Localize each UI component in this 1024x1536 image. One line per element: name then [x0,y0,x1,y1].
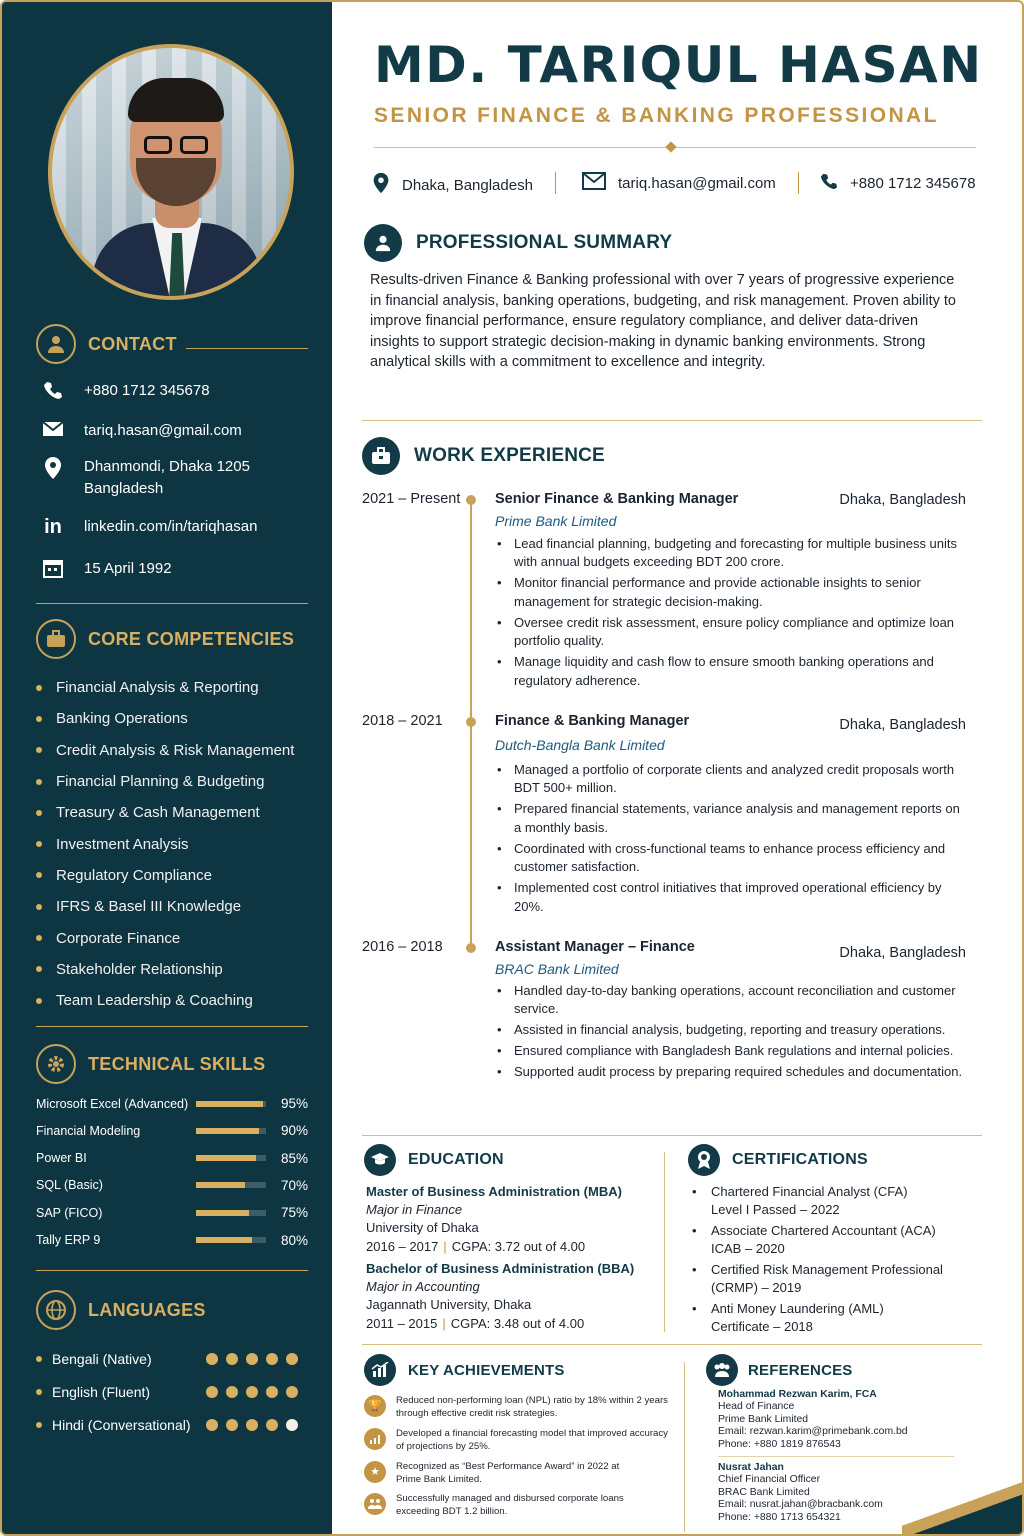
degree-name: Master of Business Administration (MBA) [366,1184,622,1199]
header-location [372,172,533,199]
language-rating [206,1419,298,1431]
rating-dot [286,1353,298,1365]
reference-email[interactable]: Email: rezwan.karim@primebank.com.bd [718,1426,908,1438]
contact-linkedin-text: linkedin.com/in/tariqhasan [84,518,258,535]
summary-heading: PROFESSIONAL SUMMARY [416,232,673,253]
candidate-name: MD. TARIQUL HASAN [374,36,983,94]
experience-section-title [362,437,605,475]
skill-name: Tally ERP 9 [36,1233,101,1247]
skill-name: Power BI [36,1151,87,1166]
skill-bar [196,1155,266,1161]
language-row [36,1351,298,1367]
rating-dot [246,1353,258,1365]
timeline-dot [466,495,476,505]
language-name: Bengali (Native) [52,1351,152,1367]
competency-item: IFRS & Basel III Knowledge [36,891,294,922]
job-bullet: • Manage liquidity and cash flow to ensure smooth banking operations and regulatory adherence. [495,653,965,690]
achievements-section-title [364,1354,565,1386]
job-bullet: • Ensured compliance with Bangladesh Bank regulations and internal policies. [495,1042,965,1060]
job-location: Dhaka, Bangladesh [839,492,966,508]
rating-dot [246,1419,258,1431]
reference-phone[interactable]: Phone: +880 1819 876543 [718,1438,841,1450]
education-section-title [364,1144,504,1176]
reference-email[interactable]: Email: nusrat.jahan@bracbank.com [718,1499,883,1511]
timeline-dot [466,943,476,953]
job-company: BRAC Bank Limited [495,961,619,977]
rating-dot [206,1419,218,1431]
bar-chart-icon [364,1354,396,1386]
header-email-text: tariq.hasan@gmail.com [618,175,776,192]
certification-item: • Anti Money Laundering (AML) Certificate – 2018 [692,1300,972,1336]
reference-phone[interactable]: Phone: +880 1713 654321 [718,1511,841,1523]
skill-bar-fill [196,1237,252,1243]
header-phone-text: +880 1712 345678 [850,175,976,192]
rating-dot [206,1386,218,1398]
degree-name: Bachelor of Business Administration (BBA) [366,1261,635,1276]
skill-bar [196,1210,266,1216]
certifications-heading: CERTIFICATIONS [732,1151,868,1168]
rating-dot [206,1353,218,1365]
languages-heading: LANGUAGES [88,1299,206,1320]
degree-major: Major in Accounting [366,1279,480,1295]
skill-row [36,1178,308,1193]
references-section-title [706,1354,853,1386]
contact-heading: CONTACT [88,333,177,354]
skill-percent: 80% [280,1232,308,1248]
skill-bar [196,1101,266,1107]
job-dates: 2016 – 2018 [362,939,443,955]
contact-email-text: tariq.hasan@gmail.com [84,422,242,439]
skill-bar-fill [196,1101,263,1107]
timeline-dot [466,717,476,727]
job-title: Finance & Banking Manager [495,713,690,729]
rating-dot [266,1386,278,1398]
header-email[interactable] [582,172,776,195]
contact-section-title [36,324,177,364]
competency-item: Financial Analysis & Reporting [36,672,294,703]
certification-item: • Associate Chartered Accountant (ACA) ICAB – 2020 [692,1222,972,1258]
job-dates: 2018 – 2021 [362,713,443,729]
calendar-icon [42,558,64,583]
degree-school: University of Dhaka [366,1220,479,1236]
job-bullet: • Lead financial planning, budgeting and forecasting for multiple business units with annual budgets exceeding BDT 200 crore. [495,535,965,572]
skill-bar-fill [196,1128,259,1134]
bullet-dot-icon [36,747,42,753]
skill-bar [196,1182,266,1188]
skill-bar [196,1128,266,1134]
degree-years: 2011 – 2015 [366,1315,438,1331]
job-bullet: • Handled day-to-day banking operations, account reconciliation and customer service. [495,982,965,1019]
bullet-dot-icon [36,841,42,847]
skill-percent: 75% [280,1205,308,1221]
bullet-dot-icon [36,872,42,878]
competency-item: Credit Analysis & Risk Management [36,735,294,766]
person-icon [364,224,402,262]
contact-dob [42,558,172,583]
gear-icon [36,1044,76,1084]
certification-item: • Certified Risk Management Professional (CRMP) – 2019 [692,1261,972,1297]
language-name: English (Fluent) [52,1384,151,1400]
bullet-dot-icon [36,810,42,816]
sidebar [2,2,332,1536]
bullet-dot-icon [36,1356,42,1362]
degree-school: Jagannath University, Dhaka [366,1297,532,1313]
languages-section-title [36,1290,206,1330]
briefcase-icon [36,619,76,659]
job-location: Dhaka, Bangladesh [839,717,966,733]
team-icon [364,1493,386,1515]
skill-name: SAP (FICO) [36,1205,103,1220]
language-name: Hindi (Conversational) [52,1417,191,1433]
job-location: Dhaka, Bangladesh [839,945,966,961]
rating-dot [286,1419,298,1431]
degree-cgpa: CGPA: 3.48 out of 4.00 [450,1315,585,1331]
skill-percent: 90% [280,1123,308,1139]
summary-section-title [364,224,672,262]
bullet-dot-icon [36,1389,42,1395]
reference-entry [718,1462,883,1524]
rating-dot [266,1419,278,1431]
person-icon [36,324,76,364]
award-ribbon-icon [688,1144,720,1176]
achievement-item: Developed a financial forecasting model that improved accuracy of projections by 25%. [364,1428,668,1453]
job-title: Senior Finance & Banking Manager [495,491,739,507]
reference-entry [718,1389,908,1451]
star-icon: ★ [364,1461,386,1483]
divider-diamond [665,141,676,152]
bullet-dot-icon [36,966,42,972]
education-heading: EDUCATION [408,1151,504,1168]
skill-row [36,1205,308,1220]
bullet-dot-icon [36,1422,42,1428]
location-pin-icon [372,172,390,199]
references-heading: REFERENCES [748,1361,853,1379]
reference-title: Head of Finance [718,1401,795,1413]
language-rating [206,1353,298,1365]
skill-name: Financial Modeling [36,1123,141,1138]
job-bullet: • Implemented cost control initiatives that improved operational efficiency by 20%. [495,879,965,916]
candidate-role: SENIOR FINANCE & BANKING PROFESSIONAL [374,104,939,127]
skill-row [36,1151,308,1166]
address-line-2: Bangladesh [84,480,164,497]
competency-item: Regulatory Compliance [36,860,294,891]
job-bullets [495,982,965,1084]
certifications-list [692,1183,972,1339]
contact-phone[interactable] [42,380,210,405]
skill-percent: 70% [280,1177,308,1193]
profile-photo [48,44,294,300]
competency-item: Investment Analysis [36,828,294,859]
reference-company: BRAC Bank Limited [718,1486,810,1498]
language-row [36,1384,298,1400]
skill-bar-fill [196,1210,249,1216]
contact-linkedin[interactable] [42,516,257,538]
competency-item: Financial Planning & Budgeting [36,766,294,797]
achievement-item: ★ Recognized as “Best Performance Award” in 2022 at Prime Bank Limited. [364,1461,619,1486]
skill-bar [196,1237,266,1243]
experience-heading: WORK EXPERIENCE [414,445,605,466]
job-company: Dutch-Bangla Bank Limited [495,737,665,753]
job-company: Prime Bank Limited [495,513,617,529]
contact-phone-text: +880 1712 345678 [84,382,210,399]
envelope-icon [582,172,606,195]
bullet-dot-icon [36,685,42,691]
briefcase-icon [362,437,400,475]
skill-name: Microsoft Excel (Advanced) [36,1096,189,1111]
rating-dot [246,1386,258,1398]
job-bullet: • Assisted in financial analysis, budgeting, reporting and treasury operations. [495,1021,965,1039]
phone-icon [820,172,838,195]
degree-major: Major in Finance [366,1202,463,1218]
degree-cgpa: CGPA: 3.72 out of 4.00 [451,1238,586,1254]
rating-dot [226,1419,238,1431]
skill-row [36,1123,308,1138]
graduation-cap-icon [364,1144,396,1176]
reference-name: Mohammad Rezwan Karim, FCA [718,1389,877,1400]
contact-address [42,456,250,500]
rating-dot [286,1386,298,1398]
job-bullet: • Monitor financial performance and provide actionable insights to senior management for strategic decision-making. [495,574,965,611]
achievement-item: Successfully managed and disbursed corporate loans exceeding BDT 1.2 billion. [364,1493,624,1518]
contact-dob-text: 15 April 1992 [84,560,172,577]
bullet-dot-icon [36,904,42,910]
job-dates: 2021 – Present [362,491,461,507]
job-bullets [495,535,965,693]
competencies-heading: CORE COMPETENCIES [88,628,295,649]
competency-item: Corporate Finance [36,922,294,953]
competency-item: Team Leadership & Coaching [36,985,294,1016]
skill-name: SQL (Basic) [36,1178,103,1193]
skill-row [36,1096,308,1111]
job-title: Assistant Manager – Finance [495,939,695,955]
rating-dot [266,1353,278,1365]
linkedin-icon: in [44,516,62,538]
competency-item: Stakeholder Relationship [36,954,294,985]
job-bullets [495,761,965,919]
header-location-text: Dhaka, Bangladesh [402,177,533,194]
skills-heading: TECHNICAL SKILLS [88,1053,266,1074]
bullet-dot-icon [36,935,42,941]
reference-name: Nusrat Jahan [718,1462,784,1473]
people-icon [706,1354,738,1386]
language-row [36,1417,298,1433]
rating-dot [226,1386,238,1398]
competencies-section-title [36,619,294,659]
location-pin-icon [42,456,64,485]
skill-percent: 85% [280,1150,308,1166]
bullet-dot-icon [36,716,42,722]
education-entry: Bachelor of Business Administration (BBA) Major in Accounting Jagannath University, Dhaka 2011 – 2015 | CGPA: 3.48 out of 4.00 [366,1261,635,1331]
certifications-section-title [688,1144,868,1176]
skill-row [36,1233,308,1248]
achievement-item: 🏆 Reduced non-performing loan (NPL) ratio by 18% within 2 years through effective credit risk strategies. [364,1395,668,1420]
trophy-icon: 🏆 [364,1395,386,1417]
bullet-dot-icon [36,998,42,1004]
envelope-icon [42,420,64,443]
phone-icon [42,380,64,405]
job-bullet: • Oversee credit risk assessment, ensure policy compliance and optimize loan portfolio quality. [495,614,965,651]
job-bullet: • Managed a portfolio of corporate clients and analyzed credit proposals worth BDT 500+ million. [495,761,965,798]
competencies-list [36,672,294,1016]
job-bullet: • Coordinated with cross-functional teams to enhance process efficiency and customer satisfaction. [495,840,965,877]
job-bullet: • Supported audit process by preparing required schedules and documentation. [495,1063,965,1081]
address-line-1: Dhanmondi, Dhaka 1205 [84,458,250,475]
reference-title: Chief Financial Officer [718,1474,821,1486]
bullet-dot-icon [36,779,42,785]
achievements-heading: KEY ACHIEVEMENTS [408,1361,565,1379]
rating-dot [226,1353,238,1365]
decorative-corner [902,1474,1022,1534]
skill-bar-fill [196,1155,256,1161]
globe-icon [36,1290,76,1330]
summary-text: Results-driven Finance & Banking professional with over 7 years of progressive experience in financial analysis, banking operations, budgeting, and risk management. Proven ability to improve financial performance, ensure regulatory compliance, and deliver data-driven insights to support strategic decision-making in dynamic banking environments. Strong analytical skills with a commitment to excellence and integrity. [370,272,956,371]
language-rating [206,1386,298,1398]
skill-percent: 95% [280,1096,308,1111]
growth-chart-icon [364,1428,386,1450]
contact-email[interactable] [42,420,242,443]
degree-years: 2016 – 2017 [366,1238,439,1254]
header-phone[interactable] [820,172,976,195]
skill-bar-fill [196,1182,245,1188]
education-entry: Master of Business Administration (MBA) Major in Finance University of Dhaka 2016 – 2017 | CGPA: 3.72 out of 4.00 [366,1184,622,1254]
competency-item: Treasury & Cash Management [36,797,294,828]
skills-section-title [36,1044,265,1084]
job-bullet: • Prepared financial statements, variance analysis and management reports on a monthly basis. [495,800,965,837]
certification-item: • Chartered Financial Analyst (CFA) Level I Passed – 2022 [692,1183,972,1219]
reference-company: Prime Bank Limited [718,1413,809,1425]
competency-item: Banking Operations [36,703,294,734]
